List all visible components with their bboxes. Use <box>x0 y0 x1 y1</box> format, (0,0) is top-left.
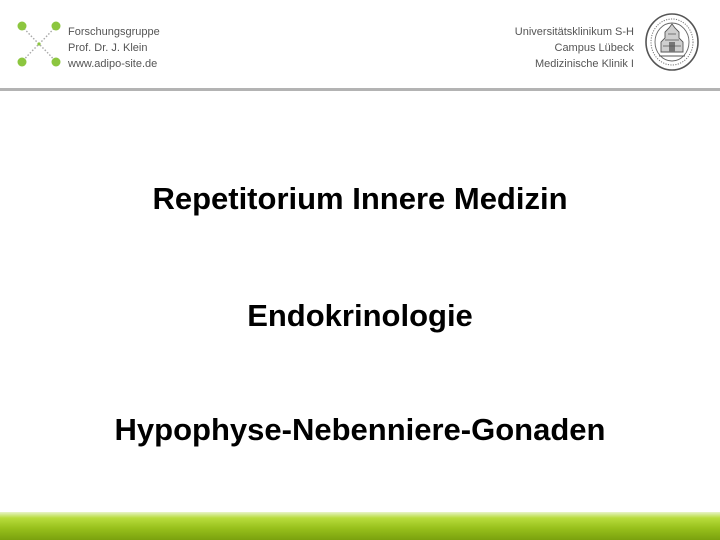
clinic-name: Universitätsklinikum S-H <box>514 26 634 38</box>
header <box>0 0 720 88</box>
clinic-info <box>515 24 634 72</box>
dotted-x-logo-icon <box>14 18 64 70</box>
header-divider <box>0 88 720 91</box>
slide-subject: Endokrinologie <box>247 298 473 333</box>
research-group-info <box>68 24 160 72</box>
clinic-department: Medizinische Klinik I <box>534 58 634 70</box>
research-group-name: Forschungsgruppe <box>68 26 160 38</box>
slide-topic: Hypophyse-Nebenniere-Gonaden <box>114 412 606 447</box>
research-group-website: www.adipo-site.de <box>68 58 158 70</box>
clinic-campus: Campus Lübeck <box>554 42 634 54</box>
research-group-lead: Prof. Dr. J. Klein <box>68 42 148 54</box>
slide-title: Repetitorium Innere Medizin <box>152 181 568 216</box>
footer-accent-bar <box>0 512 720 540</box>
university-seal-icon <box>644 12 700 72</box>
